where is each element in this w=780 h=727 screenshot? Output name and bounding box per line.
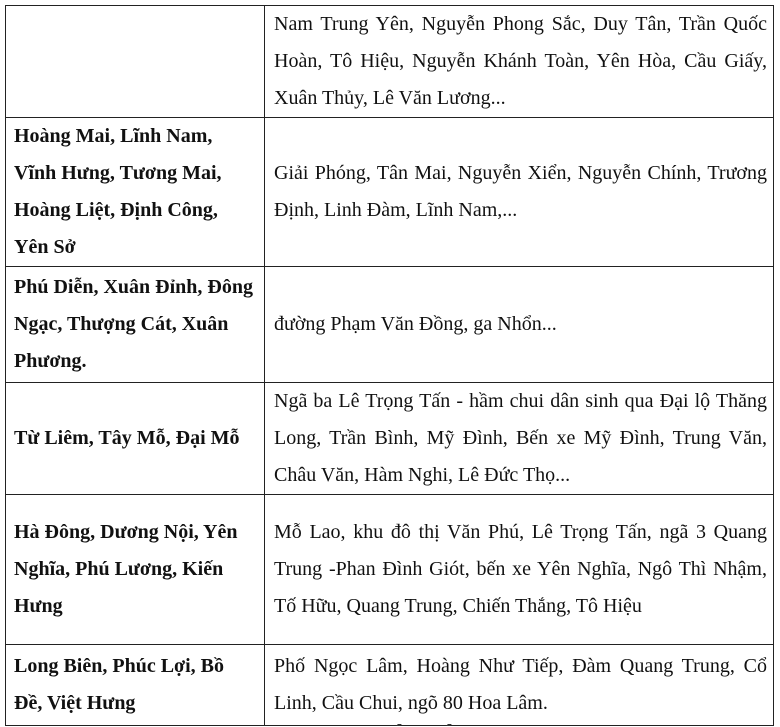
area-cell (6, 6, 265, 118)
table-row (6, 383, 774, 495)
streets-cell: Giải Phóng, Tân Mai, Nguyễn Xiển, Nguyễn Chính, Trương Định, Linh Đàm, Lĩnh Nam,... (265, 118, 774, 267)
streets-cell: Ngã ba Lê Trọng Tấn - hầm chui dân sinh qua Đại lộ Thăng Long, Trần Bình, Mỹ Đình, Bến xe Mỹ Đình, Trung Văn, Châu Văn, Hàm Nghi, Lê Đức Thọ... (265, 383, 774, 495)
table-row (6, 645, 774, 726)
streets-cell: đường Phạm Văn Đồng, ga Nhổn... (265, 267, 774, 383)
table-row (6, 267, 774, 383)
area-cell: Hà Đông, Dương Nội, Yên Nghĩa, Phú Lương, Kiến Hưng (6, 495, 265, 645)
table-row (6, 6, 774, 118)
area-cell: Hoàng Mai, Lĩnh Nam, Vĩnh Hưng, Tương Mai, Hoàng Liệt, Định Công, Yên Sở (6, 118, 265, 267)
area-streets-table (5, 5, 774, 726)
table-row (6, 495, 774, 645)
area-cell: Phú Diễn, Xuân Đỉnh, Đông Ngạc, Thượng Cát, Xuân Phương. (6, 267, 265, 383)
streets-cell: Nam Trung Yên, Nguyễn Phong Sắc, Duy Tân, Trần Quốc Hoàn, Tô Hiệu, Nguyễn Khánh Toàn, Yên Hòa, Cầu Giấy, Xuân Thủy, Lê Văn Lương... (265, 6, 774, 118)
streets-cell: Mỗ Lao, khu đô thị Văn Phú, Lê Trọng Tấn, ngã 3 Quang Trung -Phan Đình Giót, bến xe Yên Nghĩa, Ngô Thì Nhậm, Tố Hữu, Quang Trung, Chiến Thắng, Tô Hiệu (265, 495, 774, 645)
table-row (6, 118, 774, 267)
area-cell: Long Biên, Phúc Lợi, Bồ Đề, Việt Hưng (6, 645, 265, 726)
area-cell: Từ Liêm, Tây Mỗ, Đại Mỗ (6, 383, 265, 495)
streets-cell: Phố Ngọc Lâm, Hoàng Như Tiếp, Đàm Quang Trung, Cổ Linh, Cầu Chui, ngõ 80 Hoa Lâm. (265, 645, 774, 726)
